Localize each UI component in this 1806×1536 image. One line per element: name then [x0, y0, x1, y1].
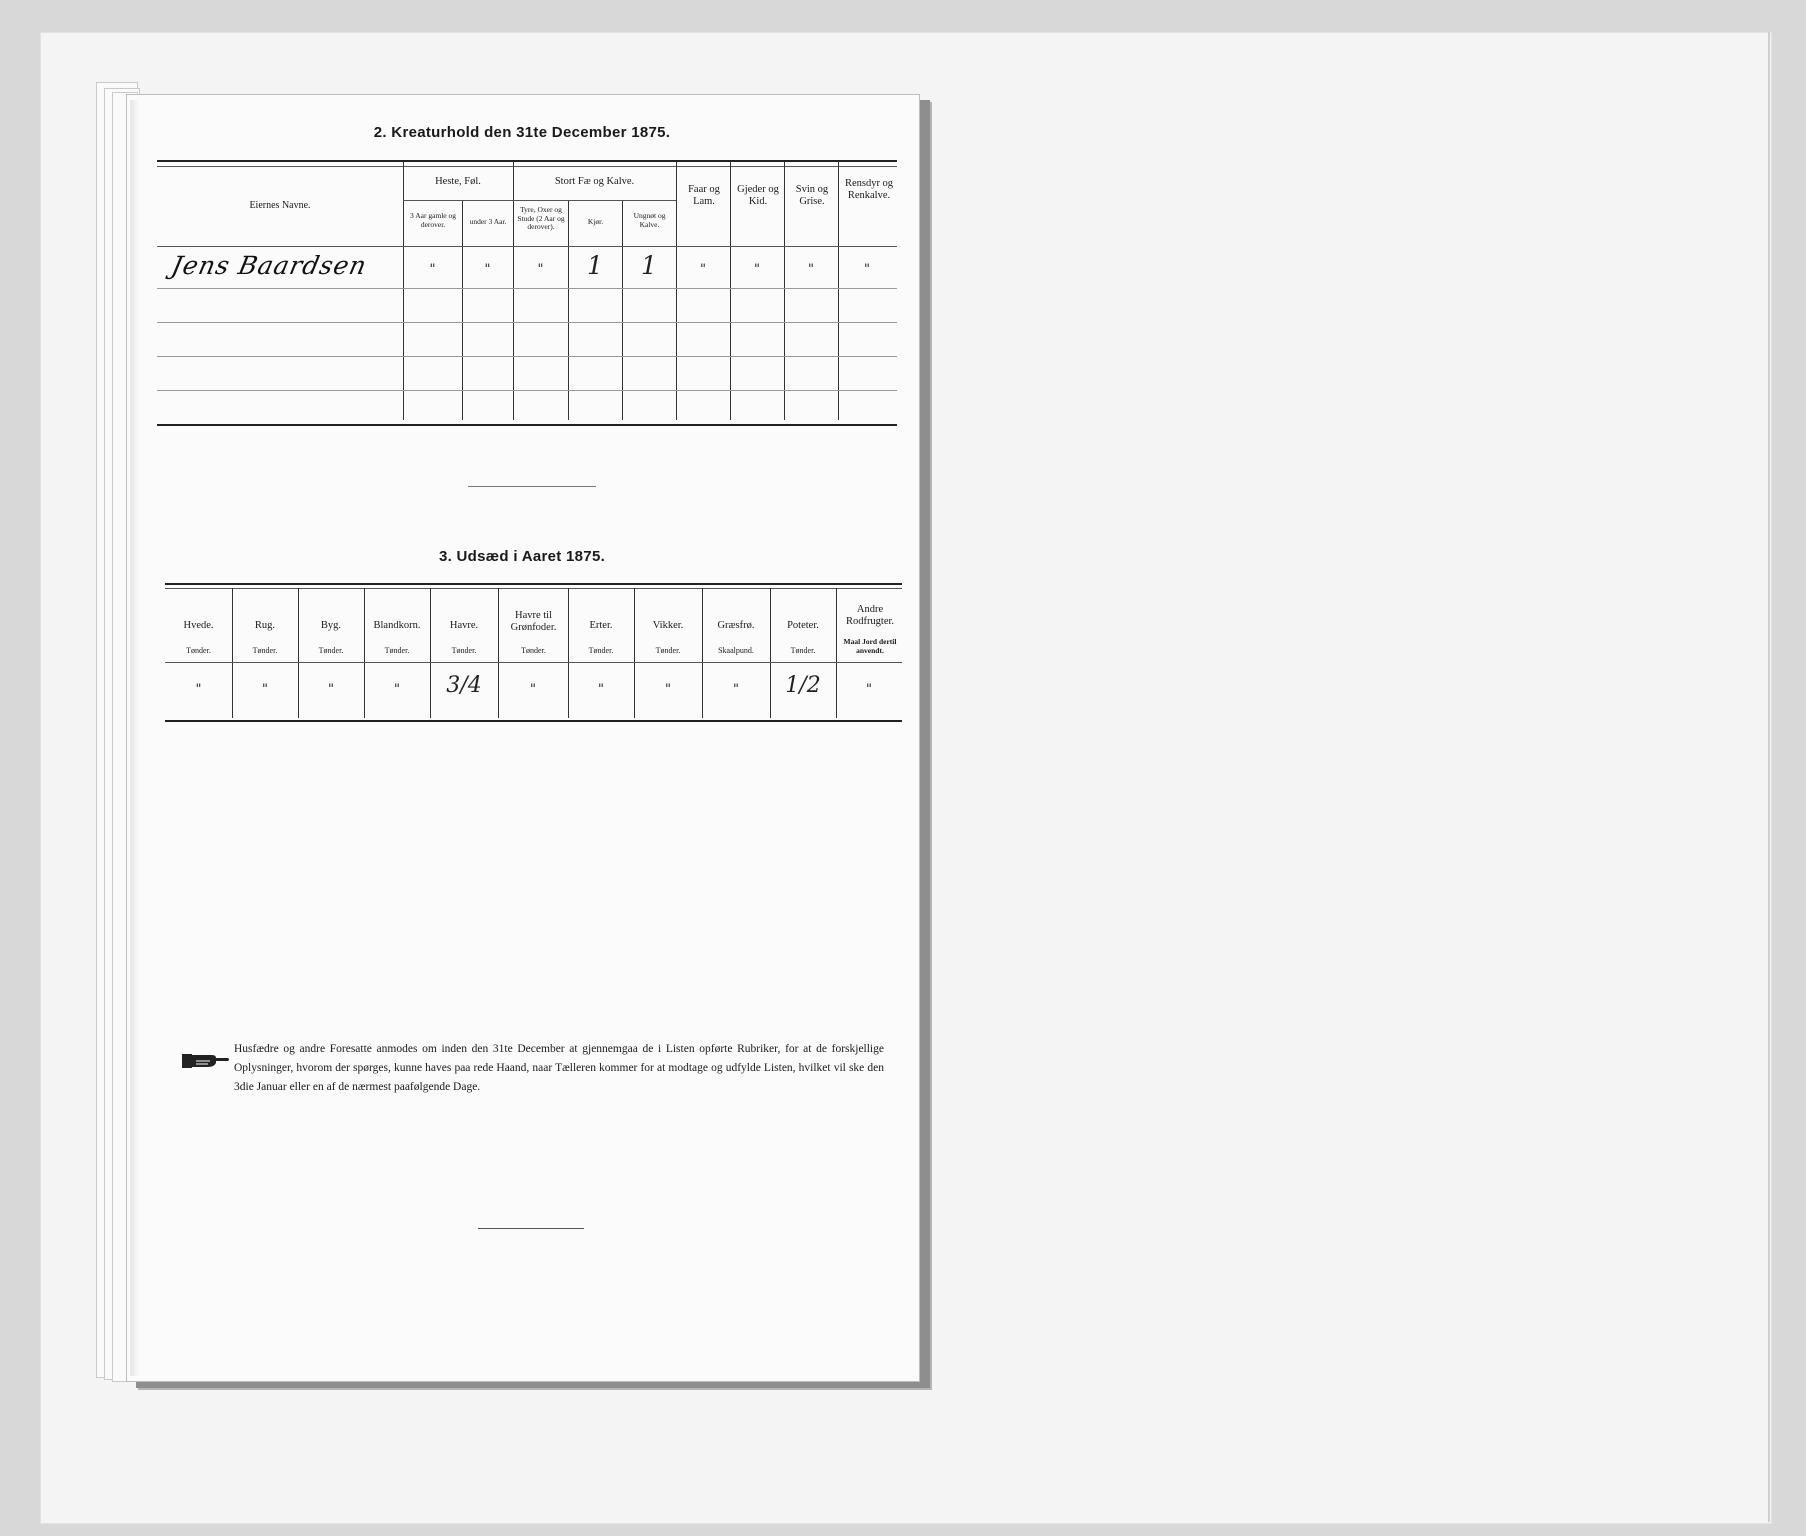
bottom-rule	[478, 1228, 584, 1229]
header-faar: Faar og Lam.	[688, 184, 720, 207]
section-separator	[468, 486, 596, 487]
value-havre-gronfoder: "	[530, 682, 536, 697]
value-vikker: "	[665, 682, 671, 697]
table3-header-rule	[165, 662, 902, 663]
column-divider	[676, 162, 677, 420]
column-divider	[730, 162, 731, 420]
column-divider	[838, 162, 839, 420]
header-havre: Havre.	[449, 620, 479, 631]
row-rule	[157, 390, 897, 391]
value-graesfro: "	[733, 682, 739, 697]
value-heste-3aar: "	[429, 262, 436, 277]
column-divider	[784, 162, 785, 420]
unit-byg: Tønder.	[318, 646, 344, 655]
header-graesfro: Græsfrø.	[717, 620, 755, 631]
header-tyre: Tyre, Oxer og Stude (2 Aar og derover).	[517, 205, 565, 231]
owner-name: Jens Baardsen	[169, 251, 370, 280]
unit-havre: Tønder.	[451, 646, 477, 655]
header-blandkorn: Blandkorn.	[373, 620, 421, 631]
header-poteter: Poteter.	[787, 620, 819, 631]
scan-edge	[1768, 32, 1770, 1522]
value-andre-rodfrugter: "	[866, 682, 872, 697]
unit-andre-rodfrugter: Maal Jord dertil anvendt.	[843, 637, 897, 655]
unit-graesfro: Skaalpund.	[718, 646, 754, 655]
header-ungnot: Ungnøt og Kalve.	[633, 211, 666, 229]
header-hvede: Hvede.	[183, 620, 214, 631]
header-erter: Erter.	[589, 620, 613, 631]
header-rug: Rug.	[254, 620, 276, 631]
value-poteter: 1/2	[785, 673, 821, 698]
header-vikker: Vikker.	[652, 620, 684, 631]
header-andre-rodfrugter: Andre Rodfrugter.	[845, 604, 895, 627]
value-hvede: "	[195, 682, 202, 697]
section-2-title: 2. Kreaturhold den 31te December 1875.	[373, 124, 671, 141]
header-heste-3aar: 3 Aar gamle og derover.	[409, 211, 457, 229]
table3-top-rule	[165, 583, 902, 585]
header-owner: Eiernes Navne.	[249, 200, 311, 211]
value-blandkorn: "	[394, 682, 400, 697]
unit-vikker: Tønder.	[655, 646, 681, 655]
header-gjeder: Gjeder og Kid.	[737, 184, 779, 207]
header-kjor: Kjør.	[587, 217, 604, 226]
unit-havre-gronfoder: Tønder.	[521, 646, 546, 655]
value-erter: "	[598, 682, 604, 697]
header-svin: Svin og Grise.	[795, 184, 829, 207]
table-top-rule	[157, 160, 897, 162]
table-top-rule-thin	[157, 166, 897, 167]
unit-poteter: Tønder.	[790, 646, 816, 655]
value-faar: "	[700, 262, 706, 277]
unit-blandkorn: Tønder.	[384, 646, 410, 655]
section-3-title: 3. Udsæd i Aaret 1875.	[438, 548, 606, 565]
table3-top-rule-thin	[165, 588, 902, 589]
pointing-hand-icon	[182, 1051, 230, 1071]
value-rensdyr: "	[864, 262, 870, 277]
unit-rug: Tønder.	[252, 646, 278, 655]
header-rensdyr: Rensdyr og Renkalve.	[844, 178, 894, 201]
row-rule	[157, 322, 897, 323]
column-divider	[462, 200, 463, 420]
unit-erter: Tønder.	[588, 646, 614, 655]
header-heste-under3: under 3 Aar.	[469, 217, 507, 226]
value-ungnot: 1	[641, 251, 657, 280]
subheader-rule	[513, 200, 676, 201]
row-rule	[157, 288, 897, 289]
column-divider	[622, 200, 623, 420]
column-divider	[568, 200, 569, 420]
value-heste-under3: "	[484, 262, 491, 277]
unit-hvede: Tønder.	[186, 646, 211, 655]
header-stortfae: Stort Fæ og Kalve.	[554, 176, 635, 187]
value-svin: "	[808, 262, 814, 277]
table-bottom-rule	[157, 424, 897, 426]
page-spine	[130, 100, 140, 1376]
subheader-rule	[403, 200, 513, 201]
header-heste: Heste, Føl.	[435, 176, 481, 187]
value-gjeder: "	[754, 262, 760, 277]
value-tyre: "	[537, 262, 544, 277]
notice-text: Husfædre og andre Foresatte anmodes om inden den 31te December at gjennemgaa de i Listen opførte Rubriker, for at de forskjellige Oplysninger, hvorom der spørges, kunne haves paa rede Haand, naar Tælleren kommer for at modtage og udfylde Listen, hvilket vil ske den 3die Januar eller en af de nærmest paafølgende Dage.	[234, 1043, 884, 1093]
value-byg: "	[328, 682, 334, 697]
value-havre: 3/4	[446, 673, 482, 698]
value-rug: "	[262, 682, 268, 697]
table3-bottom-rule	[165, 720, 902, 722]
header-bottom-rule	[157, 246, 897, 247]
header-byg: Byg.	[320, 620, 342, 631]
value-kjor: 1	[587, 251, 603, 280]
row-rule	[157, 356, 897, 357]
header-havre-gronfoder: Havre til Grønfoder.	[510, 610, 557, 633]
